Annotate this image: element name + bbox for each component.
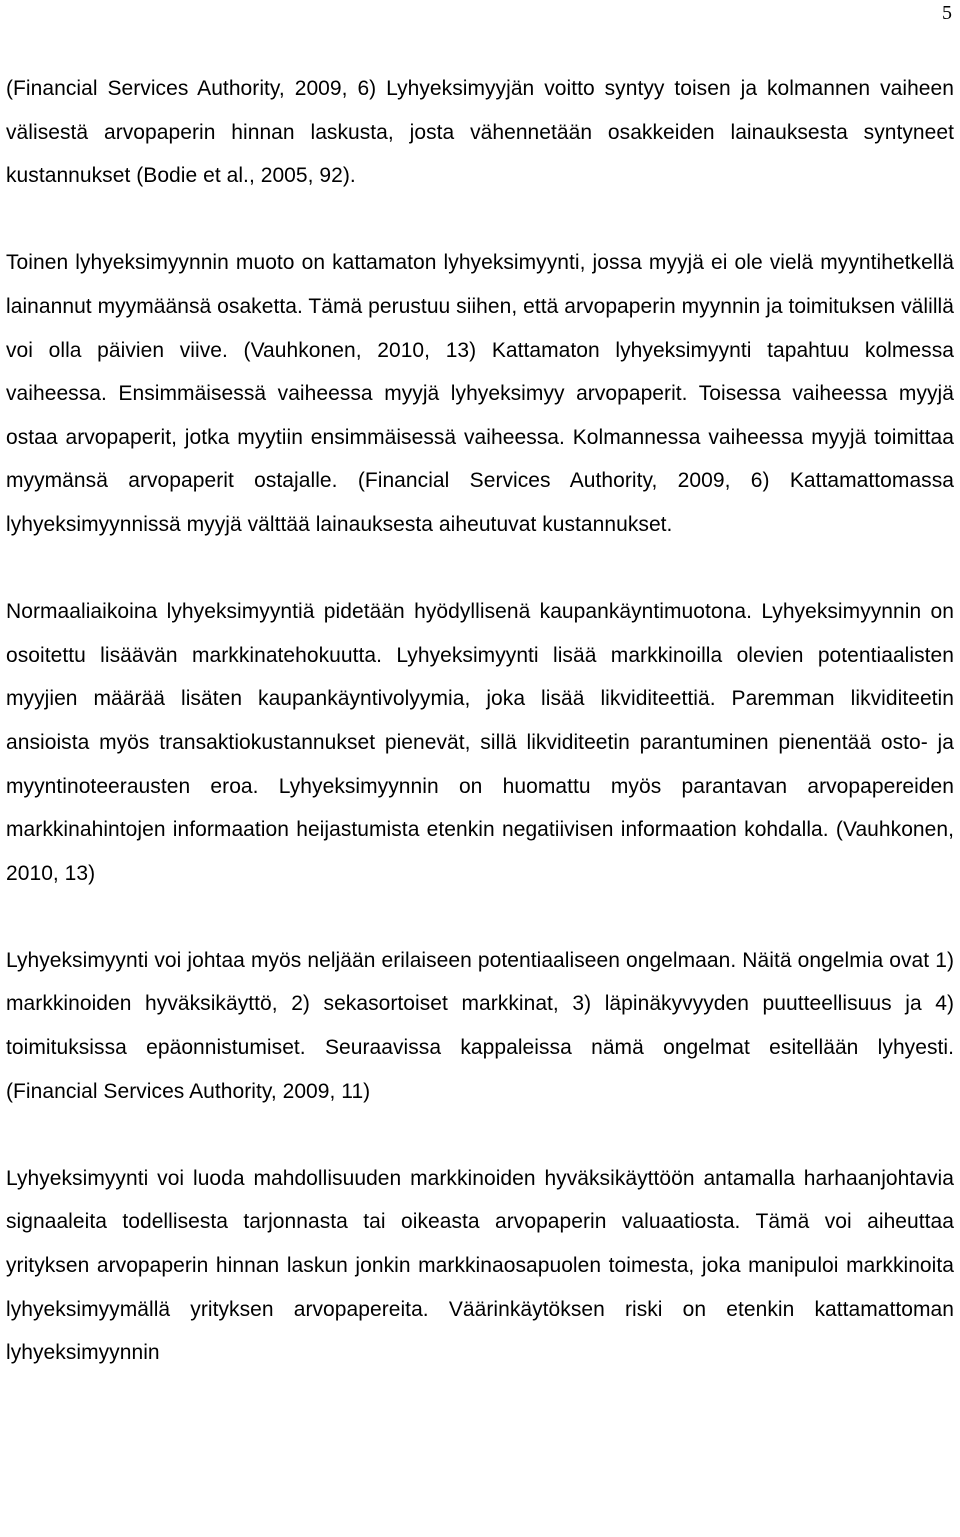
document-body xyxy=(6,67,954,1375)
paragraph-3: Normaaliaikoina lyhyeksimyyntiä pidetään hyödyllisenä kaupankäyntimuotona. Lyhyeksimyynnin on osoitettu lisäävän markkinatehokuutta. Lyhyeksimyynti lisää markkinoilla olevien potentiaalisten myyjien määrää lisäten kaupankäyntivolyymia, joka lisää likviditeettiä. Paremman likviditeetin ansioista myös transaktiokustannukset pienevät, sillä likviditeetin parantuminen pienentää osto- ja myyntinoteerausten eroa. Lyhyeksimyynnin on huomattu myös parantavan arvopapereiden markkinahintojen informaation heijastumista etenkin negatiivisen informaation kohdalla. (Vauhkonen, 2010, 13) xyxy=(6,600,954,885)
page-number: 5 xyxy=(942,2,952,24)
paragraph-4: Lyhyeksimyynti voi johtaa myös neljään erilaiseen potentiaaliseen ongelmaan. Näitä ongelmia ovat 1) markkinoiden hyväksikäyttö, 2) sekasortoiset markkinat, 3) läpinäkyvyyden puutteellisuus ja 4) toimituksissa epäonnistumiset. Seuraavissa kappaleissa nämä ongelmat esitellään lyhyesti. (Financial Services Authority, 2009, 11) xyxy=(6,948,954,1103)
paragraph-1: (Financial Services Authority, 2009, 6) Lyhyeksimyyjän voitto syntyy toisen ja kolmannen vaiheen välisestä arvopaperin hinnan laskusta, josta vähennetään osakkeiden lainauksesta syntyneet kustannukset (Bodie et al., 2005, 92). xyxy=(6,77,954,188)
paragraph-2: Toinen lyhyeksimyynnin muoto on kattamaton lyhyeksimyynti, jossa myyjä ei ole vielä myyntihetkellä lainannut myymäänsä osaketta. Tämä perustuu siihen, että arvopaperin myynnin ja toimituksen välillä voi olla päivien viive. (Vauhkonen, 2010, 13) Kattamaton lyhyeksimyynti tapahtuu kolmessa vaiheessa. Ensimmäisessä vaiheessa myyjä lyhyeksimyy arvopaperit. Toisessa vaiheessa myyjä ostaa arvopaperit, jotka myytiin ensimmäisessä vaiheessa. Kolmannessa vaiheessa myyjä toimittaa myymänsä arvopaperit ostajalle. (Financial Services Authority, 2009, 6) Kattamattomassa lyhyeksimyynnissä myyjä välttää lainauksesta aiheutuvat kustannukset. xyxy=(6,251,954,536)
paragraph-5: Lyhyeksimyynti voi luoda mahdollisuuden markkinoiden hyväksikäyttöön antamalla harhaanjohtavia signaaleita todellisesta tarjonnasta tai oikeasta arvopaperin valuaatiosta. Tämä voi aiheuttaa yrityksen arvopaperin hinnan laskun jonkin markkinaosapuolen toimesta, joka manipuloi markkinoita lyhyeksimyymällä yrityksen arvopapereita. Väärinkäytöksen riski on etenkin kattamattoman lyhyeksimyynnin xyxy=(6,1166,954,1365)
